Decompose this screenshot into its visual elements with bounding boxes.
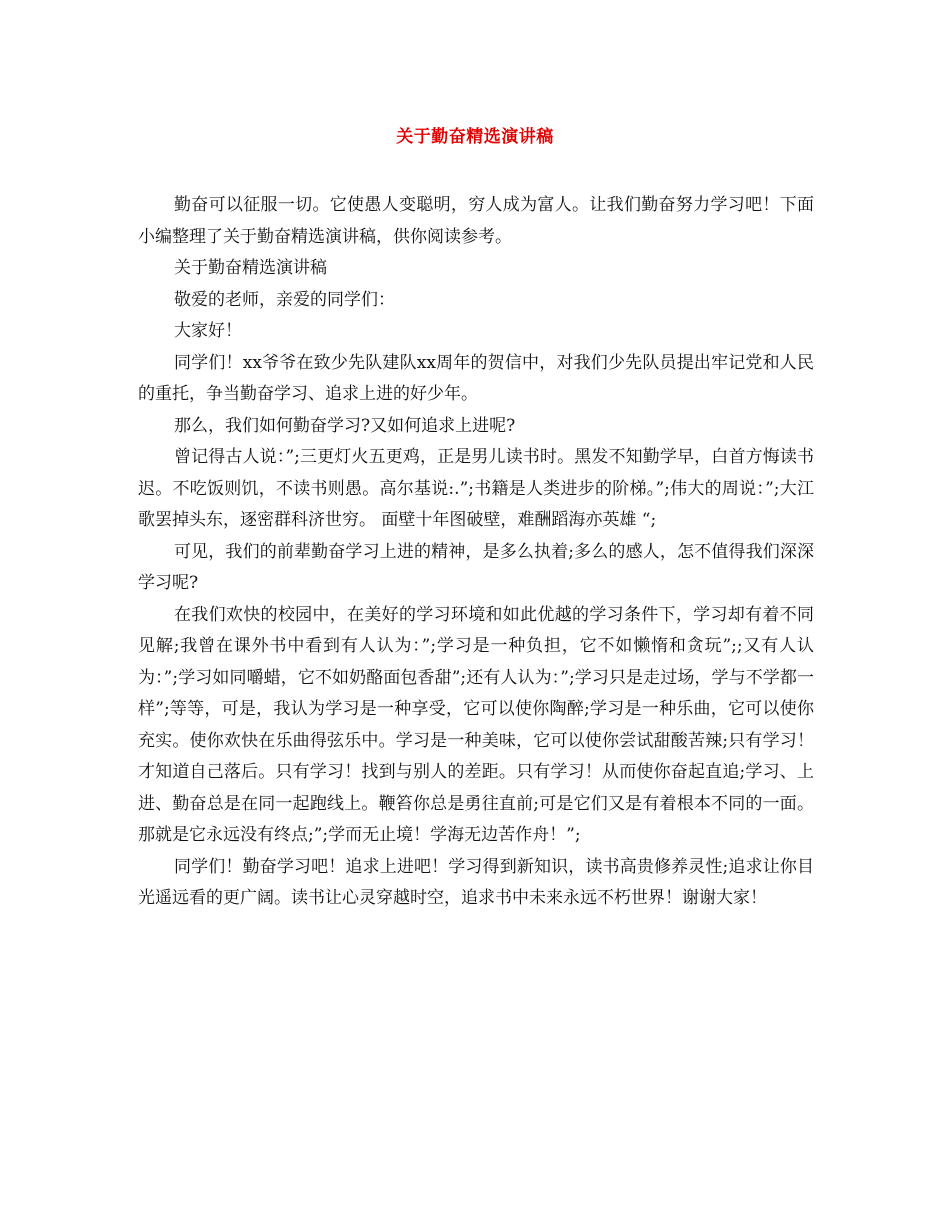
paragraph: 那么，我们如何勤奋学习?又如何追求上进呢? xyxy=(174,415,516,436)
paragraph: 曾记得古人说：”;三更灯火五更鸡，正是男儿读书时。黑发不知勤学早，白首方悔读书迟。不吃饭则饥，不读书则愚。高尔基说:.”;书籍是人类进步的阶梯。”;伟大的周说：”;大江歌罢掉头东，逐密群科济世穷。 面壁十年图破壁，难酬蹈海亦英雄 “; xyxy=(138,447,814,530)
paragraph-subtitle: 关于勤奋精选演讲稿 xyxy=(174,258,327,278)
paragraph: 可见，我们的前辈勤奋学习上进的精神，是多么执着;多么的感人，怎不值得我们深深学习呢? xyxy=(138,541,814,593)
paragraph-intro: 勤奋可以征服一切。它使愚人变聪明，穷人成为富人。让我们勤奋努力学习吧！下面小编整理了关于勤奋精选演讲稿，供你阅读参考。 xyxy=(138,195,814,247)
paragraph: 在我们欢快的校园中，在美好的学习环境和如此优越的学习条件下，学习却有着不同见解;我曾在课外书中看到有人认为：”;学习是一种负担，它不如懒惰和贪玩”;;又有人认为：”;学习如同嚼蜡，它不如奶酪面包香甜”;还有人认为：”;学习只是走过场，学与不学都一样”;等等，可是，我认为学习是一种享受，它可以使你陶醉;学习是一种乐曲，它可以使你充实。使你欢快在乐曲得弦乐中。学习是一种美味，它可以使你尝试甜酸苦辣;只有学习！才知道自己落后。只有学习！找到与别人的差距。只有学习！从而使你奋起直追;学习、上进、勤奋总是在同一起跑线上。鞭笞你总是勇往直前;可是它们又是有着根本不同的一面。那就是它永远没有终点;”;学而无止境！学海无边苦作舟！”; xyxy=(138,604,814,845)
paragraph-greeting: 大家好！ xyxy=(174,321,242,341)
paragraph-closing: 同学们！勤奋学习吧！追求上进吧！学习得到新知识，读书高贵修养灵性;追求让你目光遥远看的更广阔。读书让心灵穿越时空，追求书中未来永远不朽世界！谢谢大家！ xyxy=(138,856,814,908)
paragraph-salutation: 敬爱的老师，亲爱的同学们： xyxy=(174,289,395,310)
document-title: 关于勤奋精选演讲稿 xyxy=(396,127,554,147)
paragraph: 同学们！xx爷爷在致少先队建队xx周年的贺信中，对我们少先队员提出牢记党和人民的重托，争当勤奋学习、追求上进的好少年。 xyxy=(138,352,814,404)
document-body xyxy=(138,190,814,915)
